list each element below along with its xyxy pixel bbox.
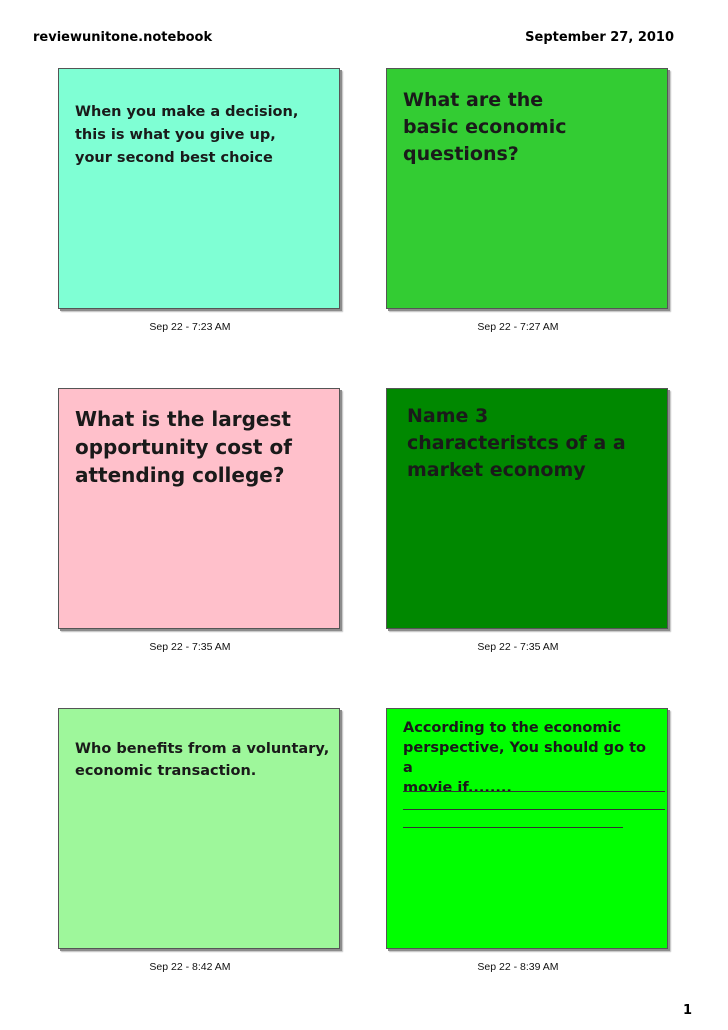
answer-lines: [403, 778, 665, 828]
card-5-timestamp: Sep 22 - 8:42 AM: [149, 961, 231, 973]
note-card-5[interactable]: [58, 708, 340, 949]
card-6-text: According to the economic perspective, You should go to a movie if........: [403, 720, 646, 796]
note-card-3[interactable]: [58, 388, 340, 629]
card-2-text: What are the basic economic questions?: [403, 89, 567, 165]
card-3-timestamp: Sep 22 - 7:35 AM: [149, 641, 231, 653]
note-card-1[interactable]: [58, 68, 340, 309]
card-1-text: When you make a decision, this is what you give up, your second best choice: [75, 104, 299, 166]
answer-line-1: [403, 791, 665, 792]
document-filename: reviewunitone.notebook: [33, 30, 213, 45]
note-card-4[interactable]: [386, 388, 668, 629]
note-card-6[interactable]: [386, 708, 668, 949]
answer-line-3: [403, 827, 623, 828]
answer-line-2: [403, 809, 665, 810]
page-number: 1: [682, 1003, 692, 1018]
card-5-text: Who benefits from a voluntary, economic transaction.: [75, 741, 330, 779]
note-card-2[interactable]: [386, 68, 668, 309]
card-4-text: Name 3 characteristcs of a a market economy: [407, 405, 626, 481]
document-date: September 27, 2010: [525, 30, 674, 45]
card-3-text: What is the largest opportunity cost of attending college?: [75, 407, 292, 487]
card-6-timestamp: Sep 22 - 8:39 AM: [477, 961, 559, 973]
card-4-timestamp: Sep 22 - 7:35 AM: [477, 641, 559, 653]
card-1-timestamp: Sep 22 - 7:23 AM: [149, 321, 231, 333]
card-2-timestamp: Sep 22 - 7:27 AM: [477, 321, 559, 333]
